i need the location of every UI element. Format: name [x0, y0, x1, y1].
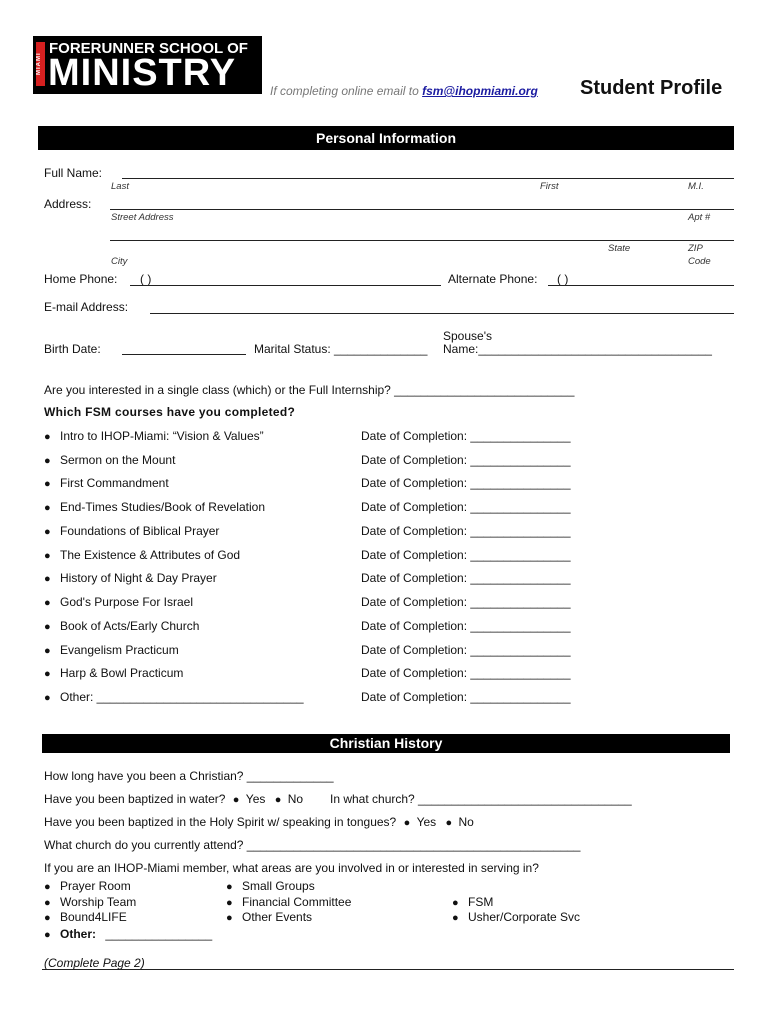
serving-area-label: Bound4LIFE	[60, 910, 127, 924]
course-completion-date[interactable]: Date of Completion: _______________	[361, 571, 571, 585]
birth-date-line[interactable]	[122, 354, 246, 355]
course-completion-date[interactable]: Date of Completion: _______________	[361, 690, 571, 704]
last-label: Last	[111, 181, 129, 192]
baptism-church-question: In what church? ________________________________	[330, 792, 632, 806]
code-label: Code	[688, 256, 711, 267]
spirit-yes-checkbox-icon[interactable]: ●	[403, 817, 411, 829]
course-checkbox-icon[interactable]: ●	[44, 550, 51, 562]
serving-area-checkbox-icon[interactable]: ●	[452, 897, 459, 909]
apt-label: Apt #	[688, 212, 711, 223]
current-church-question: What church do you currently attend? __________________________________________________	[44, 838, 581, 852]
logo-side-label: MIAMI	[36, 42, 45, 86]
no-label: No	[287, 792, 304, 806]
course-name: Intro to IHOP-Miami: “Vision & Values”	[60, 429, 264, 443]
spirit-yes-label: Yes	[416, 815, 437, 829]
serving-area-item	[44, 895, 136, 909]
personal-info-heading: Personal Information	[38, 126, 734, 150]
course-name: First Commandment	[60, 476, 169, 490]
serving-area-checkbox-icon[interactable]: ●	[226, 912, 233, 924]
course-row	[44, 643, 179, 657]
course-row	[44, 476, 169, 490]
serving-area-label: Usher/Corporate Svc	[468, 910, 581, 924]
home-phone-label: Home Phone:	[44, 272, 118, 286]
course-completion-date[interactable]: Date of Completion: _______________	[361, 548, 571, 562]
water-baptism-text: Have you been baptized in water?	[44, 792, 226, 806]
course-row	[44, 619, 199, 633]
course-completion-date[interactable]: Date of Completion: _______________	[361, 666, 571, 680]
course-name: Book of Acts/Early Church	[60, 619, 200, 633]
course-completion-date[interactable]: Date of Completion: _______________	[361, 643, 571, 657]
christian-duration-question: How long have you been a Christian? _____________	[44, 769, 334, 783]
serving-area-checkbox-icon[interactable]: ●	[44, 912, 51, 924]
course-row	[44, 571, 217, 585]
full-name-label: Full Name:	[44, 166, 103, 180]
birth-date-label: Birth Date:	[44, 342, 101, 356]
course-completion-date[interactable]: Date of Completion: _______________	[361, 500, 571, 514]
school-logo	[33, 36, 262, 94]
course-name: End-Times Studies/Book of Revelation	[60, 500, 265, 514]
serving-area-item	[44, 910, 127, 924]
course-name: God's Purpose For Israel	[60, 595, 194, 609]
course-checkbox-icon[interactable]: ●	[44, 455, 51, 467]
online-note	[270, 84, 538, 98]
spirit-baptism-text: Have you been baptized in the Holy Spirit w/ speaking in tongues?	[44, 815, 397, 829]
water-baptism-question	[44, 792, 303, 806]
course-row	[44, 595, 193, 609]
other-area-label: Other:	[60, 927, 96, 941]
course-completion-date[interactable]: Date of Completion: _______________	[361, 595, 571, 609]
alt-phone-line[interactable]	[548, 285, 734, 286]
course-row	[44, 453, 175, 467]
course-completion-date[interactable]: Date of Completion: _______________	[361, 619, 571, 633]
alt-phone-label: Alternate Phone:	[448, 272, 538, 286]
course-checkbox-icon[interactable]: ●	[44, 478, 51, 490]
course-row	[44, 666, 183, 680]
state-label: State	[608, 243, 631, 254]
course-row	[44, 500, 265, 514]
home-phone-paren: ( )	[140, 272, 152, 286]
serving-area-checkbox-icon[interactable]: ●	[44, 897, 51, 909]
spirit-baptism-question	[44, 815, 474, 829]
serving-area-checkbox-icon[interactable]: ●	[44, 881, 51, 893]
email-line[interactable]	[150, 313, 734, 314]
other-area-line[interactable]: ________________	[105, 927, 213, 941]
street-label: Street Address	[111, 212, 174, 223]
address-label: Address:	[44, 197, 92, 211]
marital-status-label: Marital Status: ______________	[254, 342, 428, 356]
christian-history-heading: Christian History	[42, 734, 730, 753]
serving-area-item	[226, 895, 351, 909]
course-completion-date[interactable]: Date of Completion: _______________	[361, 429, 571, 443]
serving-area-item	[44, 879, 131, 893]
course-name: Evangelism Practicum	[60, 643, 179, 657]
other-checkbox-icon[interactable]: ●	[44, 929, 51, 941]
spouse-label-1: Spouse's	[443, 329, 492, 343]
serving-area-label: Prayer Room	[60, 879, 131, 893]
email-label: E-mail Address:	[44, 300, 129, 314]
city-line[interactable]	[110, 240, 734, 241]
complete-page-2-note: (Complete Page 2)	[44, 956, 145, 970]
course-checkbox-icon[interactable]: ●	[44, 431, 51, 443]
street-line[interactable]	[110, 209, 734, 210]
logo-top-text: FORERUNNER SCHOOL OF	[49, 40, 248, 57]
courses-question: Which FSM courses have you completed?	[44, 405, 296, 419]
serving-area-item	[226, 910, 312, 924]
other-area	[44, 927, 212, 941]
course-checkbox-icon[interactable]: ●	[44, 692, 51, 704]
serving-area-label: Worship Team	[60, 895, 137, 909]
mi-label: M.I.	[688, 181, 704, 192]
yes-checkbox-icon[interactable]: ●	[232, 794, 240, 806]
serving-areas-question: If you are an IHOP-Miami member, what areas are you involved in or interested in serving in?	[44, 861, 539, 875]
course-name: Foundations of Biblical Prayer	[60, 524, 220, 538]
logo-big-text: MINISTRY	[48, 52, 237, 94]
yes-label: Yes	[245, 792, 266, 806]
course-row	[44, 524, 219, 538]
serving-area-checkbox-icon[interactable]: ●	[226, 881, 233, 893]
interest-question: Are you interested in a single class (which) or the Full Internship? ___________________________	[44, 383, 575, 397]
course-checkbox-icon[interactable]: ●	[44, 526, 51, 538]
serving-area-item	[452, 910, 580, 924]
alt-phone-paren: ( )	[557, 272, 569, 286]
course-row	[44, 429, 264, 443]
serving-area-label: FSM	[468, 895, 494, 909]
footer-rule	[42, 969, 734, 970]
home-phone-line[interactable]	[130, 285, 441, 286]
spirit-no-label: No	[458, 815, 474, 829]
course-checkbox-icon[interactable]: ●	[44, 597, 51, 609]
serving-area-label: Small Groups	[242, 879, 315, 893]
serving-area-label: Other Events	[242, 910, 313, 924]
course-row	[44, 690, 304, 704]
serving-area-item	[452, 895, 493, 909]
course-completion-date[interactable]: Date of Completion: _______________	[361, 476, 571, 490]
spouse-label-2: Name:___________________________________	[443, 342, 712, 356]
course-checkbox-icon[interactable]: ●	[44, 645, 51, 657]
course-completion-date[interactable]: Date of Completion: _______________	[361, 453, 571, 467]
course-checkbox-icon[interactable]: ●	[44, 573, 51, 585]
course-checkbox-icon[interactable]: ●	[44, 502, 51, 514]
course-completion-date[interactable]: Date of Completion: _______________	[361, 524, 571, 538]
serving-area-checkbox-icon[interactable]: ●	[452, 912, 459, 924]
email-link[interactable]: fsm@ihopmiami.org	[422, 84, 538, 98]
online-note-text: If completing online email to	[270, 84, 419, 98]
no-checkbox-icon[interactable]: ●	[274, 794, 282, 806]
serving-area-label: Financial Committee	[242, 895, 352, 909]
serving-area-checkbox-icon[interactable]: ●	[226, 897, 233, 909]
spirit-no-checkbox-icon[interactable]: ●	[445, 817, 453, 829]
serving-area-item	[226, 879, 315, 893]
course-row	[44, 548, 240, 562]
first-label: First	[540, 181, 559, 192]
course-name: History of Night & Day Prayer	[60, 571, 217, 585]
course-name: Sermon on the Mount	[60, 453, 176, 467]
course-name: Other: _______________________________	[60, 690, 304, 704]
full-name-line[interactable]	[122, 178, 734, 179]
city-label: City	[111, 256, 128, 267]
course-checkbox-icon[interactable]: ●	[44, 621, 51, 633]
course-name: The Existence & Attributes of God	[60, 548, 241, 562]
course-name: Harp & Bowl Practicum	[60, 666, 184, 680]
course-checkbox-icon[interactable]: ●	[44, 668, 51, 680]
zip-label: ZIP	[688, 243, 703, 254]
page-title: Student Profile	[580, 77, 723, 99]
